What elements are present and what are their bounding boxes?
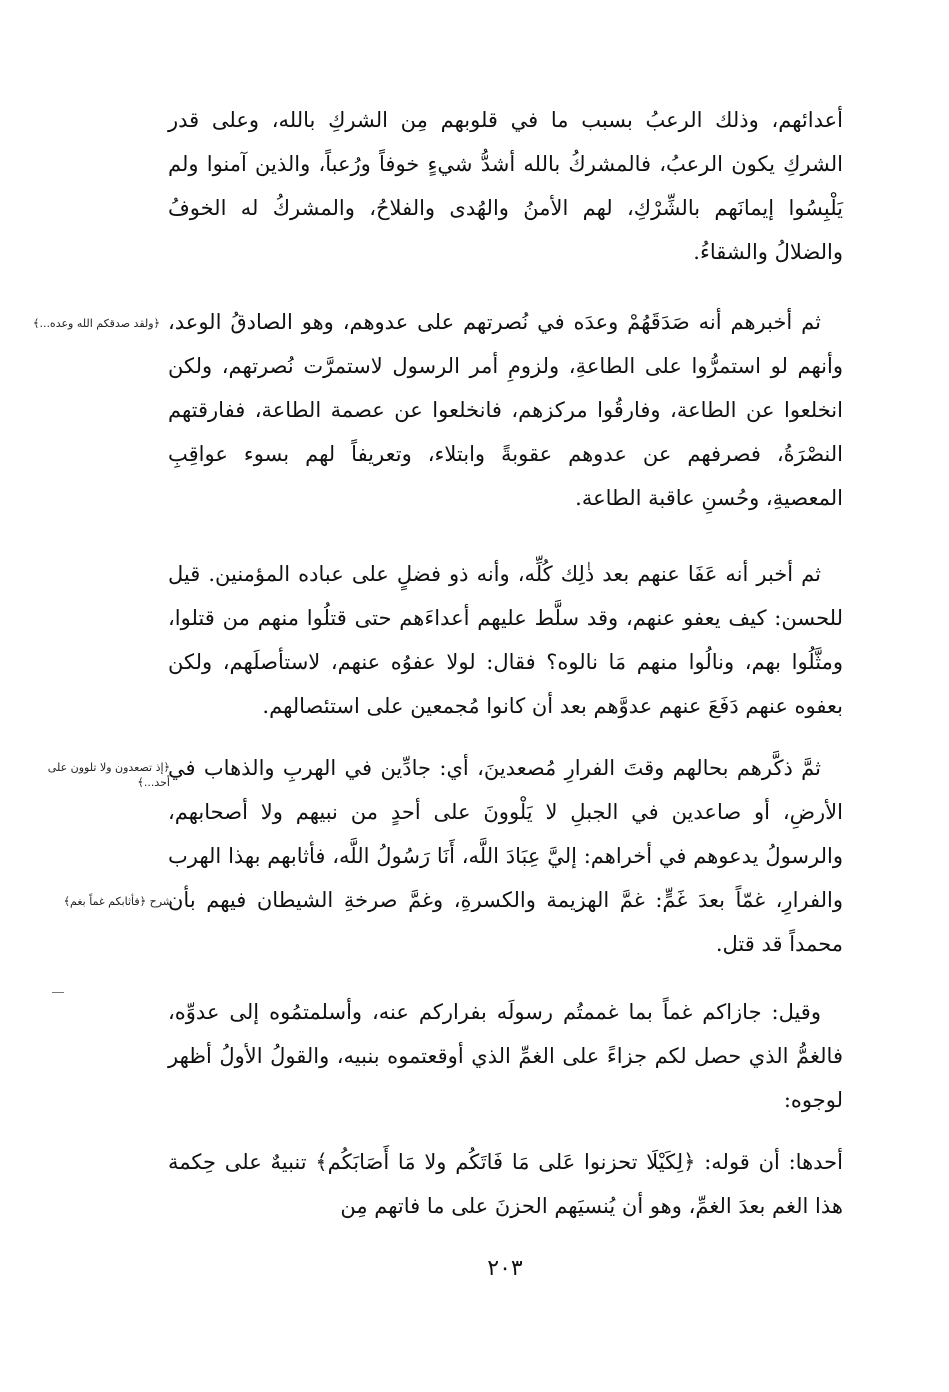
paragraph-3: ثم أخبر أنه عَفَا عنهم بعد ذٰلِك كُلِّه، وأنه ذو فضلٍ على عباده المؤمنين. قيل للحسن: كيف يعفو عنهم، وقد سلَّط عليهم أعداءَهم حتى قتلُوا منهم من قتلوا، ومثَّلُوا بهم، ونالُوا منهم مَا نالوه؟ فقال: لولا عفوُه عنهم، لاستأصلَهم، ولكن بعفوه عنهم دَفَعَ عنهم عدوَّهم بعد أن كانوا مُجمعين على استئصالهم.	[168, 562, 843, 718]
paragraph-1: أعدائهم، وذلك الرعبُ بسبب ما في قلوبهم مِن الشركِ بالله، وعلى قدر الشركِ يكون الرعبُ، فالمشركُ بالله أشدُّ شيءٍ خوفاً ورُعباً، والذين آمنوا ولم يَلْبِسُوا إيمانَهم بالشِّرْكِ، لهم الأمنُ والهُدى والفلاحُ، والمشركُ له الخوفُ والضلالُ والشقاءُ.	[168, 108, 843, 264]
page-number: ٢٠٣	[487, 1256, 523, 1281]
margin-note-2: ﴿إذ تصعدون ولا تلوون على أحد...﴾	[47, 761, 170, 789]
paragraph-6: أحدها: أن قوله: ﴿لِكَيْلَا تحزنوا عَلى مَا فَاتَكُم ولا مَا أَصَابَكُم﴾ تنبيهٌ على حِكمة هذا الغم بعدَ الغمِّ، وهو أن يُنسيَهم الحزنَ على ما فاتهم مِن	[168, 1150, 843, 1218]
paragraph-4: ثمَّ ذكَّرهم بحالهم وقتَ الفرارِ مُصعدينَ، أي: جادِّين في الهربِ والذهاب في الأرضِ، أو صاعدين في الجبلِ لا يَلْوونَ على أحدٍ من نبيهم ولا أصحابهم، والرسولُ يدعوهم في أخراهم: إليَّ عِبَادَ اللَّه، أَنَا رَسُولُ اللَّه، فأثابهم بهذا الهرب والفرارِ، غمّاً بعدَ غَمٍّ: غمَّ الهزيمة والكسرةِ، وغمَّ صرخةِ الشيطان فيهم بأن محمداً قد قتل.	[168, 756, 843, 956]
margin-note-3: شرح ﴿فأثابكم غماً بغم﴾	[63, 895, 172, 908]
margin-note-1: ﴿ولقد صدقكم الله وعده...﴾	[33, 317, 160, 330]
paragraph-2: ثم أخبرهم أنه صَدَقَهُمْ وعدَه في نُصرتهم على عدوهم، وهو الصادقُ الوعد، وأنهم لو استمرُّوا على الطاعةِ، ولزومِ أمر الرسول لاستمرَّت نُصرتهم، ولكن انخلعوا عن الطاعة، وفارقُوا مركزهم، فانخلعوا عن عصمة الطاعة، ففارقتهم النصْرَةُ، فصرفهم عن عدوهم عقوبةً وابتلاء، وتعريفاً لهم بسوء عواقِبِ المعصيةِ، وحُسنِ عاقبة الطاعة.	[168, 310, 843, 510]
paragraph-5: وقيل: جازاكم غماً بما غممتُم رسولَه بفراركم عنه، وأسلمتمُوه إلى عدوِّه، فالغمُّ الذي حصل لكم جزاءً على الغمِّ الذي أوقعتموه بنبيه، والقولُ الأولُ أظهر لوجوه:	[168, 1000, 843, 1112]
margin-dash	[52, 992, 64, 993]
